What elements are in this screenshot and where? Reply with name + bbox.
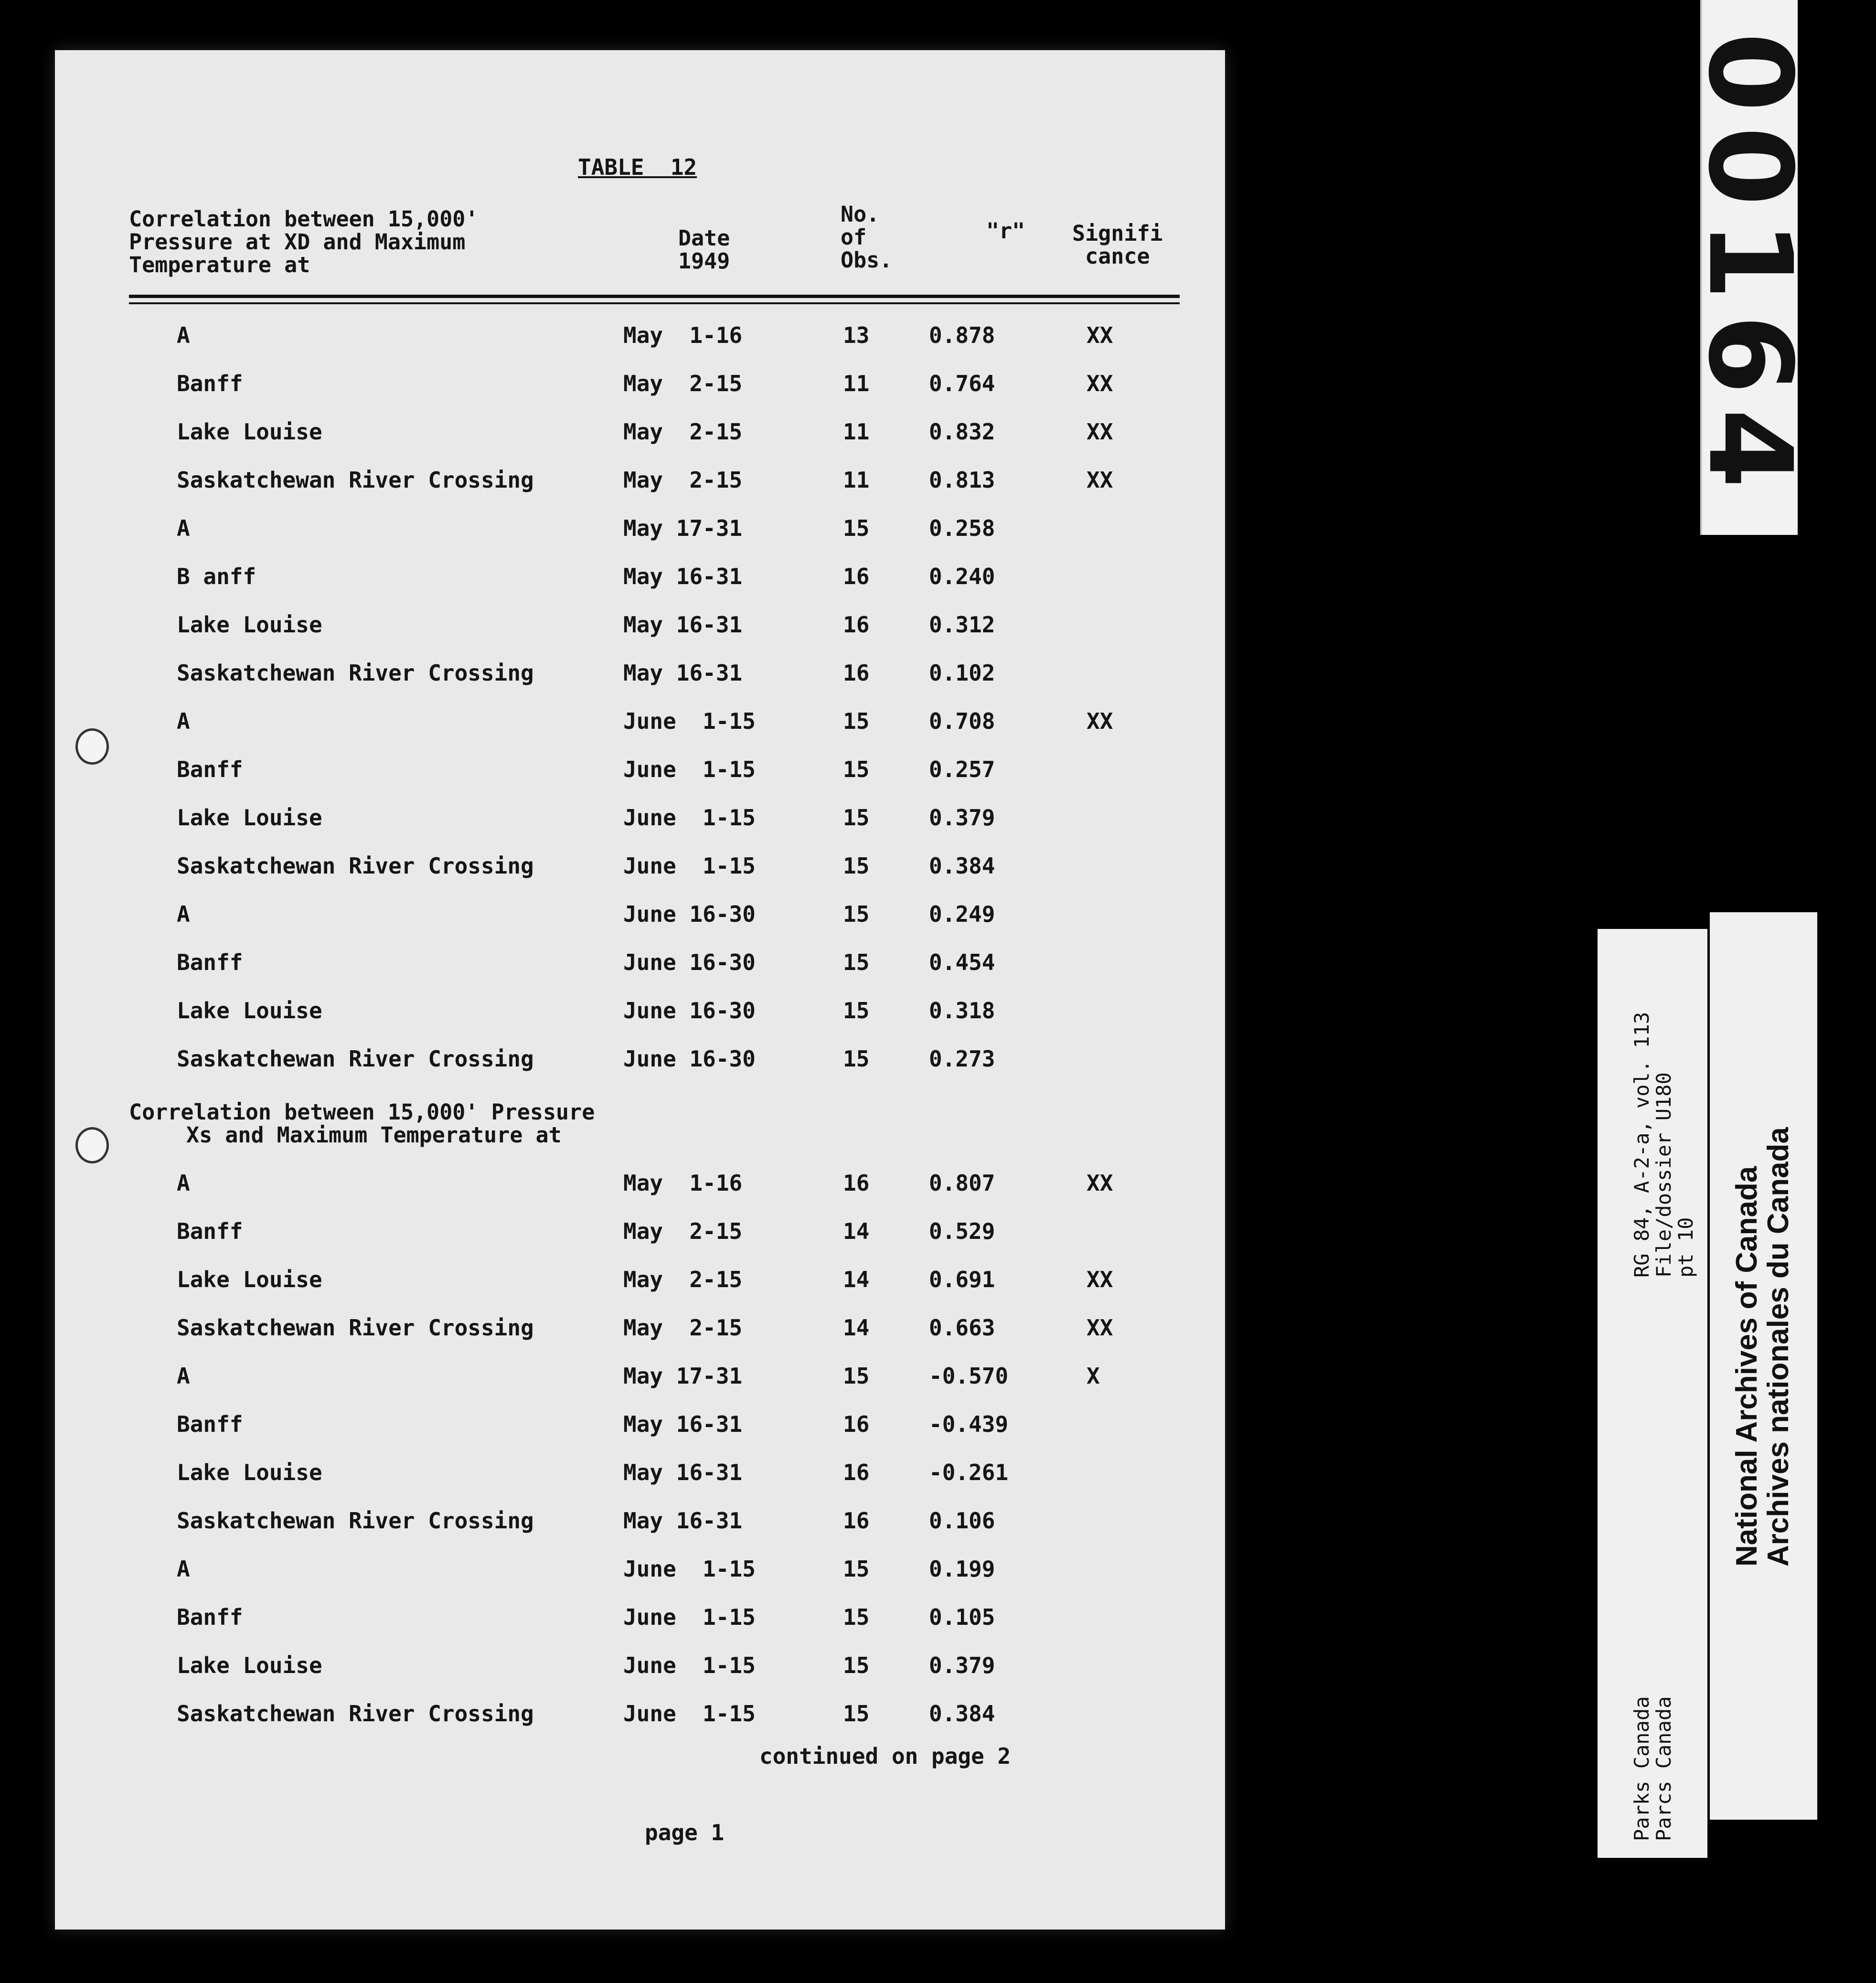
table-row xyxy=(55,1701,1225,1729)
station-cell: Banff xyxy=(177,1604,243,1630)
obs-cell: 14 xyxy=(843,1267,870,1292)
table-row xyxy=(55,1315,1225,1343)
r-cell: 0.384 xyxy=(929,853,995,879)
station-cell: Lake Louise xyxy=(177,998,322,1023)
station-cell: Lake Louise xyxy=(177,805,322,831)
table-row xyxy=(55,1363,1225,1392)
binder-hole-upper xyxy=(75,728,109,765)
table-row xyxy=(55,564,1225,592)
date-cell: May 1-16 xyxy=(623,322,743,348)
station-cell: Saskatchewan River Crossing xyxy=(177,1046,534,1072)
date-cell: June 1-15 xyxy=(623,757,756,782)
frame-stamp xyxy=(1683,0,1817,535)
r-cell: 0.102 xyxy=(929,660,995,686)
obs-cell: 15 xyxy=(843,1652,870,1678)
r-cell: 0.663 xyxy=(929,1315,995,1341)
date-cell: June 1-15 xyxy=(623,853,756,879)
r-cell: 0.249 xyxy=(929,901,995,927)
date-cell: June 16-30 xyxy=(623,998,756,1023)
station-cell: Saskatchewan River Crossing xyxy=(177,1315,534,1341)
binder-hole-lower xyxy=(75,1127,109,1163)
table-row xyxy=(55,322,1225,351)
obs-cell: 11 xyxy=(843,371,870,396)
table-row xyxy=(55,467,1225,496)
obs-cell: 15 xyxy=(843,901,870,927)
reference-text: RG 84, A-2-a, vol. 113 File/dossier U180 pt 10 xyxy=(1630,1012,1697,1278)
frame-number: 00164 xyxy=(1683,32,1817,503)
station-cell: A xyxy=(177,322,190,348)
table-row xyxy=(55,805,1225,833)
table-row xyxy=(55,371,1225,399)
r-cell: 0.832 xyxy=(929,419,995,445)
date-cell: May 2-15 xyxy=(623,1315,743,1341)
obs-cell: 15 xyxy=(843,757,870,782)
table-row xyxy=(55,1046,1225,1075)
station-cell: A xyxy=(177,1363,190,1389)
obs-cell: 15 xyxy=(843,1046,870,1072)
station-cell: Saskatchewan River Crossing xyxy=(177,660,534,686)
r-cell: 0.273 xyxy=(929,1046,995,1072)
obs-cell: 15 xyxy=(843,853,870,879)
obs-column-header: No. of Obs. xyxy=(841,202,893,273)
station-cell: A xyxy=(177,901,190,927)
date-cell: May 17-31 xyxy=(623,1363,743,1389)
r-cell: 0.878 xyxy=(929,322,995,348)
date-cell: June 16-30 xyxy=(623,901,756,927)
date-cell: June 16-30 xyxy=(623,1046,756,1072)
significance-cell: XX xyxy=(1087,467,1113,493)
table-row xyxy=(55,660,1225,689)
table-row xyxy=(55,1170,1225,1199)
r-cell: 0.813 xyxy=(929,467,995,493)
table-row xyxy=(55,998,1225,1026)
obs-cell: 15 xyxy=(843,1363,870,1389)
station-cell: Lake Louise xyxy=(177,1460,322,1485)
table-row xyxy=(55,1267,1225,1295)
date-cell: May 1-16 xyxy=(623,1170,743,1196)
significance-cell: X xyxy=(1087,1363,1100,1389)
table-row xyxy=(55,1460,1225,1488)
obs-cell: 16 xyxy=(843,1170,870,1196)
r-cell: 0.106 xyxy=(929,1508,995,1534)
obs-cell: 15 xyxy=(843,805,870,831)
obs-cell: 11 xyxy=(843,419,870,445)
date-cell: May 16-31 xyxy=(623,1411,743,1437)
r-cell: 0.240 xyxy=(929,564,995,589)
station-cell: B anff xyxy=(177,564,256,589)
header-rule-top xyxy=(129,295,1180,298)
station-cell: A xyxy=(177,1170,190,1196)
date-cell: May 16-31 xyxy=(623,660,743,686)
station-cell: Banff xyxy=(177,371,243,396)
document-page xyxy=(55,50,1225,1930)
reference-label xyxy=(1598,929,1707,1858)
obs-cell: 14 xyxy=(843,1315,870,1341)
table-row xyxy=(55,515,1225,544)
station-cell: Lake Louise xyxy=(177,1652,322,1678)
obs-cell: 15 xyxy=(843,1556,870,1582)
date-cell: May 2-15 xyxy=(623,371,743,396)
obs-cell: 15 xyxy=(843,998,870,1023)
significance-cell: XX xyxy=(1087,1315,1113,1341)
date-cell: June 1-15 xyxy=(623,1652,756,1678)
r-cell: 0.764 xyxy=(929,371,995,396)
table-row xyxy=(55,901,1225,930)
table-row xyxy=(55,1556,1225,1585)
r-cell: 0.312 xyxy=(929,612,995,638)
r-cell: 0.257 xyxy=(929,757,995,782)
station-cell: Saskatchewan River Crossing xyxy=(177,853,534,879)
section2-caption: Correlation between 15,000' Pressure Xs and Maximum Temperature at xyxy=(129,1099,595,1148)
date-cell: May 16-31 xyxy=(623,564,743,589)
obs-cell: 14 xyxy=(843,1218,870,1244)
station-cell: Banff xyxy=(177,949,243,975)
r-cell: -0.261 xyxy=(929,1460,1009,1485)
archives-label xyxy=(1710,912,1817,1820)
table-row xyxy=(55,419,1225,448)
r-cell: 0.258 xyxy=(929,515,995,541)
station-cell: Banff xyxy=(177,1218,243,1244)
agency-text: Parks Canada Parcs Canada xyxy=(1630,1696,1675,1841)
obs-cell: 16 xyxy=(843,612,870,638)
station-cell: Lake Louise xyxy=(177,612,322,638)
obs-cell: 15 xyxy=(843,1701,870,1727)
table-row xyxy=(55,853,1225,882)
date-cell: May 2-15 xyxy=(623,467,743,493)
obs-cell: 15 xyxy=(843,949,870,975)
r-cell: 0.708 xyxy=(929,708,995,734)
table-row xyxy=(55,757,1225,785)
obs-cell: 16 xyxy=(843,660,870,686)
station-cell: Banff xyxy=(177,1411,243,1437)
table-row xyxy=(55,612,1225,640)
station-cell: Saskatchewan River Crossing xyxy=(177,467,534,493)
obs-cell: 16 xyxy=(843,564,870,589)
date-cell: May 16-31 xyxy=(623,1508,743,1534)
significance-cell: XX xyxy=(1087,322,1113,348)
r-cell: 0.454 xyxy=(929,949,995,975)
significance-cell: XX xyxy=(1087,371,1113,396)
obs-cell: 16 xyxy=(843,1460,870,1485)
archives-name: National Archives of Canada Archives nationales du Canada xyxy=(1730,1127,1795,1567)
date-cell: June 1-15 xyxy=(623,1556,756,1582)
obs-cell: 13 xyxy=(843,322,870,348)
date-cell: May 17-31 xyxy=(623,515,743,541)
date-cell: May 2-15 xyxy=(623,419,743,445)
station-cell: Saskatchewan River Crossing xyxy=(177,1508,534,1534)
section1-caption: Correlation between 15,000' Pressure at XD and Maximum Temperature at xyxy=(129,206,479,277)
table-row xyxy=(55,708,1225,737)
page-number: page 1 xyxy=(645,1820,725,1845)
r-cell: 0.691 xyxy=(929,1267,995,1292)
r-cell: 0.105 xyxy=(929,1604,995,1630)
date-cell: June 1-15 xyxy=(623,708,756,734)
significance-cell: XX xyxy=(1087,1267,1113,1292)
date-cell: May 2-15 xyxy=(623,1267,743,1292)
header-rule-bottom xyxy=(129,302,1180,304)
r-cell: 0.384 xyxy=(929,1701,995,1727)
obs-cell: 15 xyxy=(843,515,870,541)
table-row xyxy=(55,1604,1225,1633)
table-row xyxy=(55,1411,1225,1440)
r-cell: 0.379 xyxy=(929,1652,995,1678)
significance-cell: XX xyxy=(1087,708,1113,734)
date-cell: May 16-31 xyxy=(623,612,743,638)
table-row xyxy=(55,1508,1225,1536)
r-cell: -0.439 xyxy=(929,1411,1009,1437)
date-cell: May 16-31 xyxy=(623,1460,743,1485)
date-cell: May 2-15 xyxy=(623,1218,743,1244)
obs-cell: 15 xyxy=(843,708,870,734)
obs-cell: 16 xyxy=(843,1411,870,1437)
station-cell: A xyxy=(177,515,190,541)
station-cell: Lake Louise xyxy=(177,419,322,445)
r-cell: -0.570 xyxy=(929,1363,1009,1389)
station-cell: Banff xyxy=(177,757,243,782)
significance-column-header: Signifi cance xyxy=(1072,221,1163,269)
significance-cell: XX xyxy=(1087,419,1113,445)
station-cell: Lake Louise xyxy=(177,1267,322,1292)
station-cell: A xyxy=(177,708,190,734)
r-cell: 0.199 xyxy=(929,1556,995,1582)
r-cell: 0.379 xyxy=(929,805,995,831)
continued-note: continued on page 2 xyxy=(759,1743,1011,1769)
r-cell: 0.318 xyxy=(929,998,995,1023)
table-title: TABLE 12 xyxy=(578,154,697,180)
date-column-header: Date 1949 xyxy=(678,225,730,274)
r-cell: 0.529 xyxy=(929,1218,995,1244)
obs-cell: 11 xyxy=(843,467,870,493)
table-row xyxy=(55,949,1225,978)
r-cell: 0.807 xyxy=(929,1170,995,1196)
date-cell: June 1-15 xyxy=(623,1604,756,1630)
table-row xyxy=(55,1652,1225,1681)
table-row xyxy=(55,1218,1225,1247)
obs-cell: 15 xyxy=(843,1604,870,1630)
station-cell: A xyxy=(177,1556,190,1582)
significance-cell: XX xyxy=(1087,1170,1113,1196)
date-cell: June 1-15 xyxy=(623,1701,756,1727)
obs-cell: 16 xyxy=(843,1508,870,1534)
station-cell: Saskatchewan River Crossing xyxy=(177,1701,534,1727)
r-column-header: "r" xyxy=(986,218,1025,244)
date-cell: June 1-15 xyxy=(623,805,756,831)
date-cell: June 16-30 xyxy=(623,949,756,975)
